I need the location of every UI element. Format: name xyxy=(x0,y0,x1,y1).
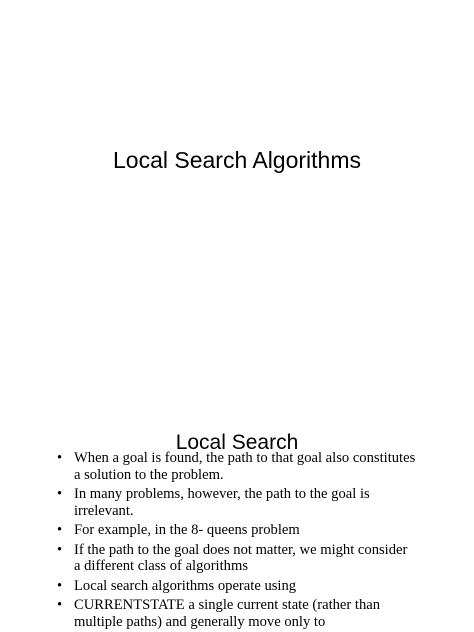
bullet-icon: • xyxy=(57,597,63,613)
slide-local-search xyxy=(0,320,474,632)
list-item xyxy=(56,486,416,519)
list-item xyxy=(56,522,416,539)
list-item xyxy=(56,578,416,595)
list-item xyxy=(56,450,416,483)
bullet-icon: • xyxy=(57,486,63,502)
bullet-icon: • xyxy=(57,450,63,466)
bullet-text: For example, in the 8- queens problem xyxy=(74,522,300,538)
bullet-icon: • xyxy=(57,522,63,538)
bullet-text: When a goal is found, the path to that goal also constitutes a solution to the problem. xyxy=(74,450,416,483)
slide-1-title: Local Search Algorithms xyxy=(112,147,361,174)
list-item xyxy=(56,597,416,630)
bullet-list xyxy=(56,450,416,632)
list-item xyxy=(56,542,416,575)
bullet-text: Local search algorithms operate using xyxy=(74,577,297,594)
slide-2-title: Local Search xyxy=(175,431,299,455)
bullet-text: CURRENTSTATE a single current state (rather than multiple paths) and generally move only to xyxy=(74,597,381,630)
bullet-icon: • xyxy=(57,541,63,558)
bullet-text: If the path to the goal does not matter, we might consider a different class of algorithms xyxy=(74,541,408,574)
bullet-icon: • xyxy=(57,577,63,594)
bullet-text: In many problems, however, the path to the goal is irrelevant. xyxy=(74,486,370,519)
